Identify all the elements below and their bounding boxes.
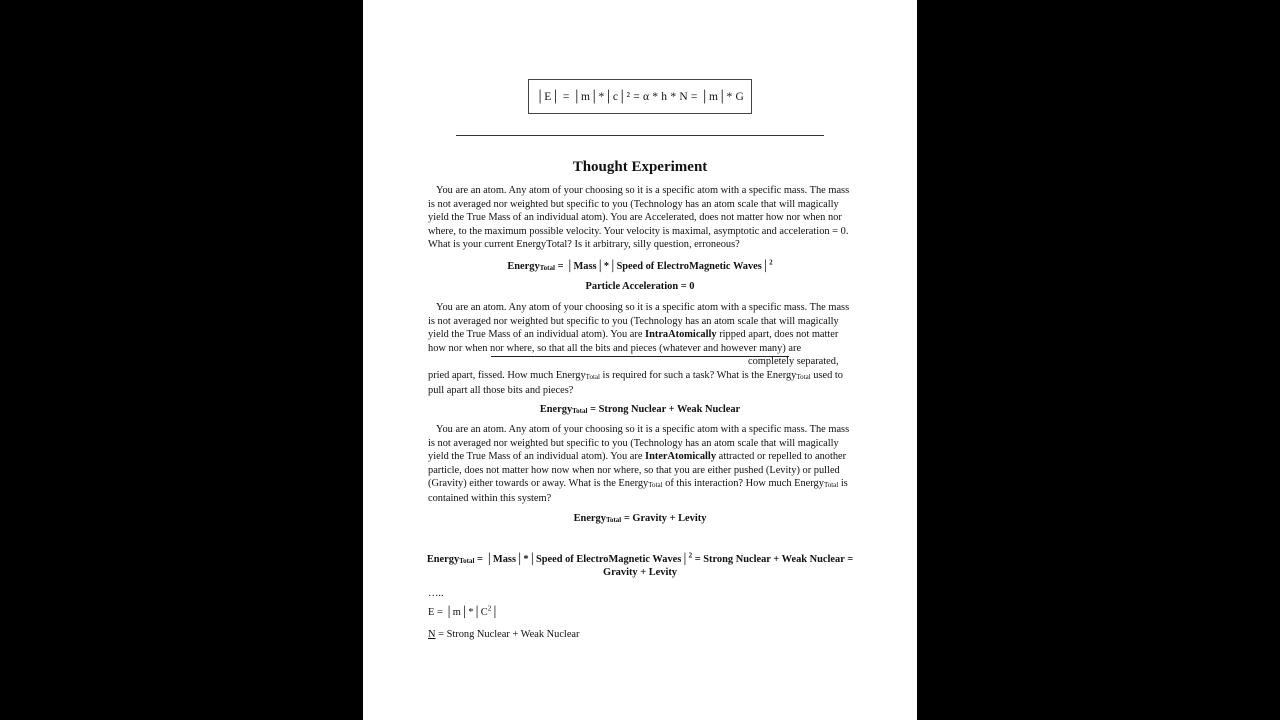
p2-c: ripped apart, does not matter how nor when nor where, so that all the bits and pieces (whatever and however many) are	[428, 329, 839, 354]
p2-d: completely separated, pried apart, fissed. How much Energy	[428, 356, 839, 381]
horizontal-rule	[456, 135, 824, 136]
p3-c: attracted or repelled to another particle, does not matter how now when nor where, so that you are either pushed (Levity) or pulled (Gravity) either towards or away. What is the Energy	[428, 451, 847, 490]
document-page	[363, 0, 917, 720]
paragraph-3	[428, 423, 852, 506]
p2-h: used to pull apart all those bits and pieces?	[428, 369, 843, 396]
p3-sub2: Total	[823, 481, 839, 490]
eq5-rest: = Strong Nuclear + Weak Nuclear =	[692, 554, 854, 565]
eq5-sup: 2	[688, 551, 693, 560]
inline-rule	[491, 356, 789, 357]
n-line-rest: = Strong Nuclear + Weak Nuclear	[435, 629, 580, 640]
equation-energy-gravity	[363, 513, 917, 526]
p3-a: You are an atom. Any atom of your choosing so it is a specific atom with a specific mass. The mass is not averaged nor weighted but specific to you (Technology has an atom scale that will magically yield the True Mass of an individual atom). You are	[428, 424, 850, 463]
p2-sub2: Total	[796, 372, 811, 381]
p3-sub1: Total	[648, 481, 663, 490]
n-symbol: N	[428, 629, 436, 640]
p2-bold: IntraAtomically	[645, 329, 717, 341]
paragraph-2	[428, 301, 852, 397]
equation-combined	[363, 551, 917, 579]
eq1-sup: 2	[769, 258, 773, 267]
ellipsis: …..	[428, 588, 444, 599]
p2-a: You are an atom. Any atom of your choosing so it is a specific atom with a specific mass. The mass is not averaged nor weighted but specific to you (Technology has an atom scale that will magically yield the True Mass of an individual atom). You are	[428, 302, 850, 341]
paragraph-1-text: You are an atom. Any atom of your choosing so it is a specific atom with a specific mass. The mass is not averaged nor weighted but specific to you (Technology has an atom scale that will magically yield the True Mass of an individual atom). You are Accelerated, does not matter how nor when nor where, to the maximum possible velocity. Your velocity is maximal, asymptotic and acceleration = 0. What is your current EnergyTotal? Is it arbitrary, silly question, erroneous?	[428, 185, 850, 251]
e-line-text: E = │m│*│C	[428, 607, 488, 618]
eq4-rest: = Gravity + Levity	[621, 513, 707, 524]
p2-f: is required for such a task? What is the Energy	[599, 369, 797, 381]
p3-bold: InterAtomically	[645, 451, 717, 463]
document-title: Thought Experiment	[572, 159, 708, 175]
eq4-sub: Total	[605, 516, 622, 524]
equation-energy-mass	[363, 258, 917, 274]
eq5-sub: Total	[459, 557, 475, 565]
n-equation	[428, 629, 580, 640]
eq3-prefix: Energy	[539, 404, 573, 415]
eq5-line2: Gravity + Levity	[602, 566, 678, 578]
formula-box	[528, 79, 752, 114]
p3-e: of this interaction? How much Energy	[662, 478, 824, 490]
eq1-rest: = │Mass│*│Speed of ElectroMagnetic Waves│	[554, 261, 770, 272]
eq5-prefix: Energy	[426, 554, 460, 565]
eq5-mid: = │Mass│*│Speed of ElectroMagnetic Waves│	[474, 554, 689, 565]
formula-text: │E│ = │m│*│c│² = α * h * N = │m│* G	[535, 90, 745, 103]
eq1-prefix: Energy	[507, 261, 540, 272]
e-line-sup: 2	[487, 604, 492, 613]
e-equation	[428, 604, 499, 618]
eq4-prefix: Energy	[573, 513, 606, 524]
eq3-rest: = Strong Nuclear + Weak Nuclear	[587, 404, 741, 415]
equation-particle-acceleration: Particle Acceleration = 0	[585, 281, 695, 292]
paragraph-1	[428, 184, 852, 252]
eq3-sub: Total	[572, 407, 588, 415]
p2-sub1: Total	[585, 372, 600, 381]
eq1-sub: Total	[539, 264, 555, 272]
equation-energy-nuclear	[363, 404, 917, 417]
p3-g: is contained within this system?	[428, 478, 848, 504]
e-line-end: │	[491, 607, 499, 618]
